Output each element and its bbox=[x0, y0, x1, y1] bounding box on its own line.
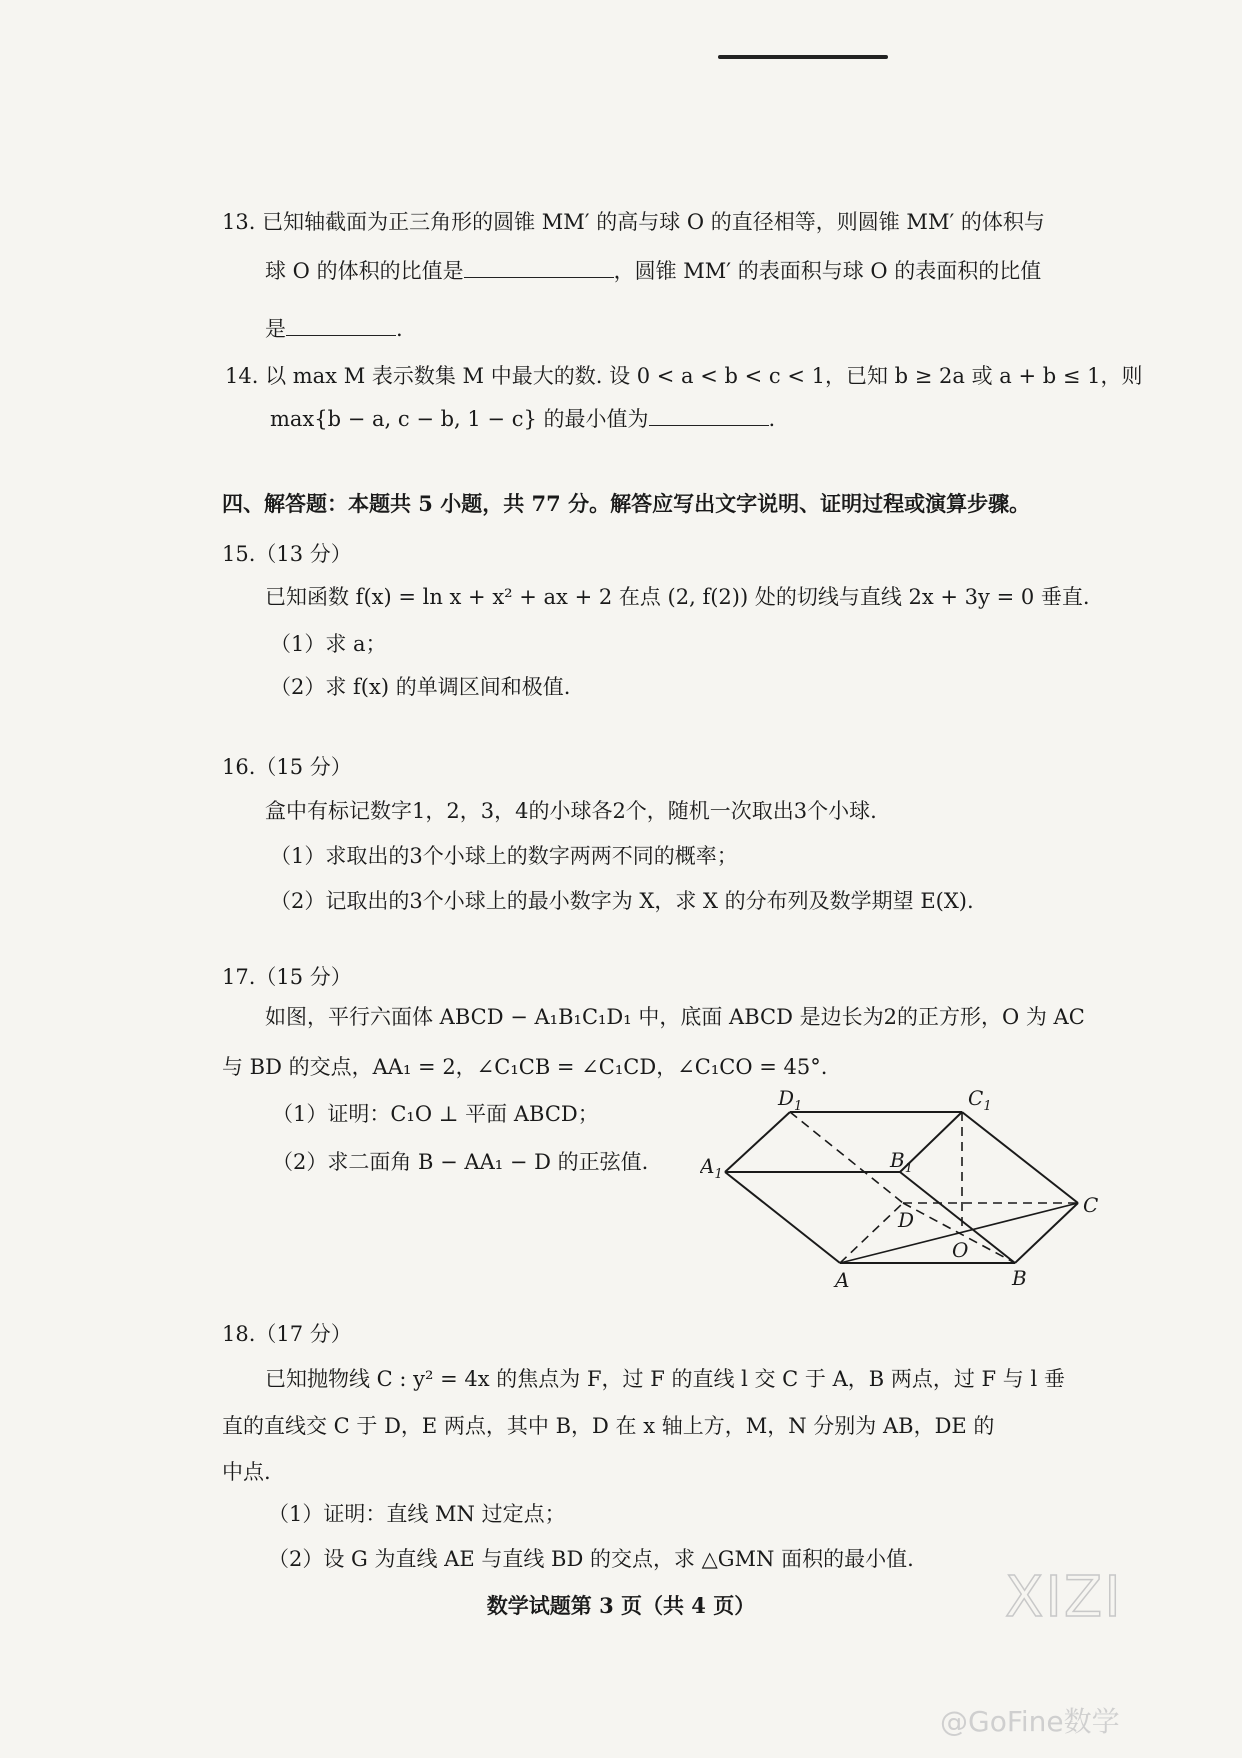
q13-line2 bbox=[265, 257, 1041, 285]
label-A: A bbox=[835, 1268, 850, 1292]
q14-line1: 14. 以 max M 表示数集 M 中最大的数. 设 0 < a < b < c < 1，已知 b ≥ 2a 或 a + b ≤ 1，则 bbox=[225, 364, 1143, 388]
edge-A1A bbox=[725, 1172, 840, 1263]
label-A1: $A_1$ bbox=[700, 1154, 723, 1182]
q13-line2a: 球 O 的体积的比值是 bbox=[265, 259, 464, 283]
edge-C1C bbox=[962, 1112, 1078, 1203]
q16-part1: （1）求取出的3个小球上的数字两两不同的概率； bbox=[270, 844, 738, 868]
q18-stem2: 直的直线交 C 于 D，E 两点，其中 B，D 在 x 轴上方，M，N 分别为 AB，DE 的 bbox=[222, 1414, 995, 1438]
q13-line3b: . bbox=[396, 317, 403, 341]
q18-part2: （2）设 G 为直线 AE 与直线 BD 的交点，求 △GMN 面积的最小值. bbox=[268, 1547, 914, 1571]
q13-line3 bbox=[265, 315, 403, 343]
q17-head: 17.（15 分） bbox=[222, 965, 352, 989]
q15-head: 15.（13 分） bbox=[222, 542, 352, 566]
q18-stem1: 已知抛物线 C : y² = 4x 的焦点为 F，过 F 的直线 l 交 C 于 A，B 两点，过 F 与 l 垂 bbox=[265, 1367, 1065, 1391]
q14-blank bbox=[649, 407, 769, 426]
edge-D1A1 bbox=[725, 1112, 790, 1172]
page-footer: 数学试题第 3 页（共 4 页） bbox=[486, 1593, 756, 1618]
q17-part1: （1）证明：C₁O ⊥ 平面 ABCD； bbox=[272, 1102, 599, 1126]
parallelepiped-figure bbox=[700, 1085, 1120, 1305]
q13-line2b: ，圆锥 MM′ 的表面积与球 O 的表面积的比值 bbox=[613, 259, 1042, 283]
q15-part2: （2）求 f(x) 的单调区间和极值. bbox=[270, 675, 571, 699]
q13-blank2 bbox=[286, 317, 396, 336]
q16-head: 16.（15 分） bbox=[222, 755, 352, 779]
label-C1: $C_1$ bbox=[968, 1086, 992, 1114]
q18-stem3: 中点. bbox=[222, 1460, 271, 1484]
q13-line3a: 是 bbox=[265, 317, 286, 341]
q17-stem1: 如图，平行六面体 ABCD − A₁B₁C₁D₁ 中，底面 ABCD 是边长为2的正方形，O 为 AC bbox=[265, 1005, 1085, 1029]
q18-part1: （1）证明：直线 MN 过定点； bbox=[268, 1502, 566, 1526]
q18-head: 18.（17 分） bbox=[222, 1322, 352, 1346]
q15-part1: （1）求 a； bbox=[270, 632, 387, 656]
edge-D1D bbox=[790, 1112, 903, 1203]
q16-stem: 盒中有标记数字1，2，3，4的小球各2个，随机一次取出3个小球. bbox=[265, 799, 877, 823]
label-C: C bbox=[1083, 1193, 1099, 1217]
q17-stem2: 与 BD 的交点，AA₁ = 2，∠C₁CB = ∠C₁CD，∠C₁CO = 45°. bbox=[222, 1055, 828, 1079]
label-O: O bbox=[952, 1238, 969, 1262]
q13-line1: 13. 已知轴截面为正三角形的圆锥 MM′ 的高与球 O 的直径相等，则圆锥 MM′ 的体积与 bbox=[222, 210, 1045, 234]
source-credit: @GoFine数学 bbox=[940, 1705, 1120, 1738]
q16-part2: （2）记取出的3个小球上的最小数字为 X，求 X 的分布列及数学期望 E(X). bbox=[270, 889, 974, 913]
q14-line2b: . bbox=[768, 407, 776, 431]
q13-blank1 bbox=[464, 259, 614, 278]
watermark-logo: XIZI bbox=[1005, 1565, 1123, 1630]
q14-line2 bbox=[270, 405, 775, 433]
edge-AD bbox=[840, 1203, 903, 1263]
label-D: D bbox=[898, 1208, 915, 1232]
section-4-heading: 四、解答题：本题共 5 小题，共 77 分。解答应写出文字说明、证明过程或演算步骤。 bbox=[222, 491, 1031, 516]
q17-part2: （2）求二面角 B − AA₁ − D 的正弦值. bbox=[272, 1150, 649, 1174]
label-D1: $D_1$ bbox=[778, 1086, 803, 1114]
q15-stem: 已知函数 f(x) = ln x + x² + ax + 2 在点 (2, f(2)) 处的切线与直线 2x + 3y = 0 垂直. bbox=[265, 585, 1090, 609]
label-B: B bbox=[1012, 1266, 1027, 1290]
label-B1: $B_1$ bbox=[890, 1148, 913, 1176]
edge-BC bbox=[1015, 1203, 1078, 1263]
q14-line2a: max{b − a, c − b, 1 − c} 的最小值为 bbox=[270, 407, 649, 431]
top-mark bbox=[718, 55, 888, 59]
